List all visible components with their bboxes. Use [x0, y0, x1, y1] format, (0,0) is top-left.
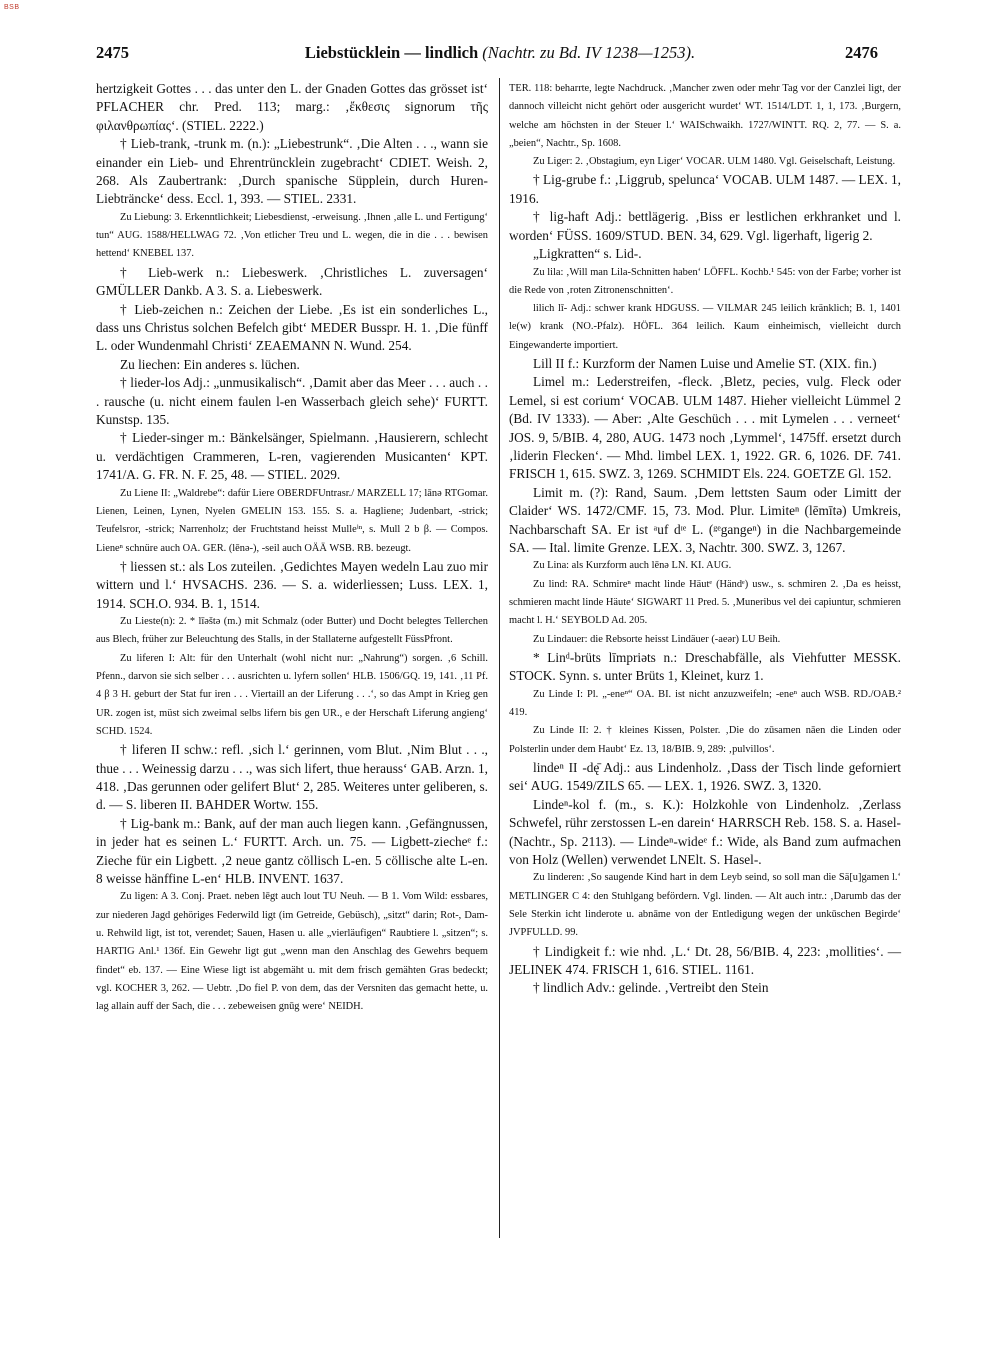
dictionary-entry: † liferen II schw.: refl. ‚sich l.‘ gerinnen, vom Blut. ‚Nim Blut . . ., thue . . . Weinessig darzu . . ., was sich lifert, thue herauss‘ GAB. Arzn. 1, 418. ‚Das gerunnen oder gelifert Blut‘ 2, 285. Weiteres unter geliberen, s. d. — S. liberen II. BAHDER Wortw. 155.	[96, 742, 488, 813]
dictionary-entry: Zu Linde I: Pl. „-eneⁿ“ OA. BI. ist nicht anzuzweifeln; -eneⁿ auch WSB. RD./OAB.² 419.	[509, 688, 901, 719]
dictionary-entry: Zu Liger: 2. ‚Obstagium, eyn Liger‘ VOCAR. ULM 1480. Vgl. Geiselschaft, Leistung.	[533, 156, 896, 168]
dictionary-entry: Zu Liebung: 3. Erkenntlichkeit; Liebesdienst, -erweisung. ‚Ihnen ‚alle L. und Fertigung‘ tun“ AUG. 1588/HELLWAG 72. ‚Von etlicher Treu und L. wegen, die in die . . . bewisen hettend‘ KNEBEL 137.	[96, 211, 488, 260]
running-title-main: Liebstücklein — lindlich	[304, 43, 479, 62]
dictionary-entry: † lieder-los Adj.: „unmusikalisch“. ‚Damit aber das Meer . . . auch . . . rausche (u. nicht einem faulen l-en Wasserbach gleich sehe)‘ FURTT. Kunstsp. 135.	[96, 375, 488, 427]
dictionary-entry: hertzigkeit Gottes . . . das unter den L. der Gnaden Gottes das grösset ist‘ PFLACHER chr. Pred. 113; marg.: ‚ἔκθεσις signorum τῆς φιλανθρωπίας‘. (STIEL. 2222.)	[96, 81, 488, 133]
dictionary-entry: † Lig-grube f.: ‚Liggrub, spelunca‘ VOCAB. ULM 1487. — LEX. 1, 1916.	[509, 172, 901, 206]
dictionary-entry: Zu Lieste(n): 2. * līəštə (m.) mit Schmalz (oder Butter) und Docht belegtes Tellerchen aus Blech, früher zur Beleuchtung des Stalls, in der Stallaterne aufgestellt FüssPfront.	[96, 616, 488, 646]
page-number-left: 2475	[96, 43, 129, 62]
dictionary-entry: Zu ligen: A 3. Conj. Praet. neben lēgt auch lout TU Neuh. — B 1. Vom Wild: essbares, zur niederen Jagd gehöriges Federwild ligt (im Getreide, Gebüsch), „sitzt“ darin; Rot-, Dam- u. Rehwild ligt, ist tot, verendet; Sauen, Hasen u. alle „vierläufigen“ Raubtiere l. „sitzen“; s. HARTIG Anl.¹ 136f. Ein Gewehr ligt gut „wenn man den Anschlag des Gewehrs bequem findet“ eb. 137. — Eine Wiese ligt ist abgemäht u. mit dem frisch gemähten Gras bedeckt; vgl. KOCHER 3, 262. — Uebtr. ‚Do fiel P. von dem, das der Versniten das gemacht hette, u. lag allain auff der Sach, die . . . zebeweisen gnūg were‘ NEIDH.	[96, 891, 488, 1013]
dictionary-entry: lindeⁿ II -dę̄ Adj.: aus Lindenholz. ‚Dass der Tisch linde geforniert sei‘ AUG. 1549/ZILS 65. — LEX. 1, 1926. SWZ. 3, 1320.	[509, 759, 901, 794]
dictionary-entry: † Lieder-singer m.: Bänkelsänger, Spielmann. ‚Hausierern, schlecht u. verdächtigen Crammeren, L-ren, vagierenden Musicanten‘ KPT. 1741/A. G. FR. N. F. 25, 48. — STIEL. 2029.	[96, 430, 488, 483]
column-divider	[499, 78, 500, 1238]
dictionary-entry: Zu linderen: ‚So saugende Kind hart in dem Leyb seind, so soll man die Sä[u]gamen l.‘ METLINGER C 4: den Stuhlgang befördern. Vgl. linden. — Alt auch intr.: ‚Darumb das der Sele Sterkin icht linderote u. abnāme von der Entledigung wegen der unkūschen Begirde‘ JVPFULLD. 99.	[509, 872, 901, 939]
dictionary-entry: Zu Linde II: 2. † kleines Kissen, Polster. ‚Die do zūsamen nāen die Linden oder Polsterlin under dem Haubt‘ Ez. 13, 18/BIB. 9, 289: ‚pulvillos‘.	[509, 725, 901, 755]
dictionary-entry: † Lig-bank m.: Bank, auf der man auch liegen kann. ‚Gefängnussen, in jeder hat es seinen L.‘ FURTT. Arch. un. 75. — Ligbett-ziecheᵉ f.: Zieche für ein Ligbett. ‚2 neue gantz cöllisch L-en. 5 cöllische alte L-en. 8 weisse hänffine L-en‘ HLB. INVENT. 1637.	[96, 815, 488, 886]
dictionary-entry: † lindlich Adv.: gelinde. ‚Vertreibt den Stein	[533, 980, 769, 996]
dictionary-entry: † lig-haft Adj.: bettlägerig. ‚Biss er lestlichen erkhranket und l. worden‘ FÜSS. 1609/STUD. BEN. 34, 629. Vgl. ligerhaft, ligerig 2.	[509, 209, 901, 243]
page-header	[0, 43, 1000, 67]
left-column	[96, 80, 488, 1016]
dictionary-entry: Lill II f.: Kurzform der Namen Luise und Amelie ST. (XIX. fin.)	[533, 356, 877, 371]
dictionary-entry: Lindeⁿ-kol f. (m., s. K.): Holzkohle von Lindenholz. ‚Zerlass Schwefel, rühr zerstossen L-en darein‘ HARRSCH Reb. 158. S. a. Hasel- (Nachtr., Sp. 2113). — Lindeⁿ-wideᵉ f.: Wide, als Band zum aufmachen von Holz (Wellen) verwendet LNElt. S. Hasel-.	[509, 796, 901, 867]
dictionary-entry: Zu Lina: als Kurzform auch lēnə LN. KI. AUG.	[533, 560, 732, 572]
dictionary-entry: TER. 118: beharrte, legte Nachdruck. ‚Mancher zwen oder mehr Tag vor der Canzlei ligt, der dannoch villeicht nicht gehört oder ausgericht wurdet‘ WT. 1514/LDT. 1, 1, 173. ‚Burgern, welche am höchsten in der Steuer l.‘ WAISchwaikh. 1727/WINTT. RQ. 2, 77. — S. a. „beien“, Nachtr., Sp. 1608.	[509, 83, 901, 149]
dictionary-entry: Zu lila: ‚Will man Lila-Schnitten haben‘ LÖFFL. Kochb.¹ 545: von der Farbe; vorher ist die Rede von ‚roten Zitronenschnitten‘.	[509, 266, 901, 296]
dictionary-entry: † liessen st.: als Los zuteilen. ‚Gedichtes Mayen wedeln Lau zuo mir wittern und l.‘ HVSACHS. 236. — S. a. widerliessen; Luss. LEX. 1, 1914. SCH.O. 934. B. 1, 1514.	[96, 558, 488, 611]
dictionary-entry: † Lindigkeit f.: wie nhd. ‚L.‘ Dt. 28, 56/BIB. 4, 223: ‚mollities‘. — JELINEK 474. FRISCH 1, 616. STIEL. 1161.	[509, 943, 901, 977]
dictionary-entry: Zu liferen I: Alt: für den Unterhalt (wohl nicht nur: „Nahrung“) sorgen. ‚6 Schill. Pfenn., darvon sie sich selber . . . ausrichten u. lyfern sollen‘ HLB. 1506/GQ. 19, 141. ‚11 Pf. 4 β 3 H. geburt der Stat fur iren . . . Viertaill an der Liferung . . .‘, so das Ampt in Krieg gen UR. zogen ist, müst sich zweimal selbs lifern bis gen UR., e der Herschaft Liferung angieng‘ SCHD. 1524.	[96, 652, 488, 737]
dictionary-entry: * Linᵈ-brüts līmpriəts n.: Dreschabfälle, als Viehfutter MESSK. STOCK. Synn. s. unter Brüts 1, Kleinet, kurz 1.	[509, 649, 901, 684]
dictionary-entry: lilich lī- Adj.: schwer krank HDGUSS. — VILMAR 245 leilich kränklich; B. 1, 1401 le(w) krank (NO.-Pfalz). HÖFL. 364 leilich. Kaum einheimisch, vielleicht durch Eingewanderte importiert.	[509, 303, 901, 351]
dictionary-entry: Limit m. (?): Rand, Saum. ‚Dem lettsten Saum oder Limitt der Claider‘ WS. 1472/CMF. 15, 73. Mod. Plur. Limiteⁿ (lēmītə) Umkreis, Nachbarschaft SA. Er ist ᵃuf dᶦᵉ L. (ᵍᵉgangeⁿ) in die Nachbargemeinde SA. — Ital. limite Grenze. LEX. 3, Nachtr. 300. SWZ. 3, 1267.	[509, 484, 901, 556]
dictionary-entry: † Lieb-werk n.: Liebeswerk. ‚Christliches L. zuversagen‘ GMÜLLER Dankb. A 3. S. a. Liebeswerk.	[96, 264, 488, 299]
library-stamp: BSB	[4, 4, 20, 11]
dictionary-entry: „Ligkratten“ s. Lid-.	[533, 246, 642, 262]
dictionary-entry: Zu lind: RA. Schmireⁿ macht linde Häutᵉ (Händᵉ) usw., s. schmiren 2. ‚Da es heisst, schmieren macht linde Häute‘ SIGWART 11 Pred. 5. ‚Muneribus vel dei capiuntur, schmieren macht l. H.‘ SEYBOLD Ad. 205.	[509, 578, 901, 627]
right-column	[509, 80, 901, 998]
dictionary-entry: † Lieb-zeichen n.: Zeichen der Liebe. ‚Es ist ein sonderliches L., dass uns Christus solchen Befelch gibt‘ MEDER Busspr. H. 1. ‚Die fünff L. oder Wundenmahl Christi‘ ZEAEMANN N. Wund. 254.	[96, 301, 488, 354]
page-number-right: 2476	[845, 43, 878, 62]
running-title-sub: (Nachtr. zu Bd. IV 1238—1253).	[482, 43, 696, 62]
dictionary-entry: Zu Lindauer: die Rebsorte heisst Lindäuer (-aeər) LU Beih.	[533, 633, 781, 645]
dictionary-entry: † Lieb-trank, -trunk m. (n.): „Liebestrunk“. ‚Die Alten . . ., wann sie einander ein Lieb- und Ehrentrüncklein zugebracht‘ CDIET. Weish. 2, 268. Als Zaubertrank: ‚Durch spanische Süpplein, durch Huren-Liebträncke‘ dess. Eccl. 1, 393. — STIEL. 2331.	[96, 136, 488, 207]
dictionary-entry: Limel m.: Lederstreifen, -fleck. ‚Bletz, pecies, vulg. Fleck oder Lemel, si est corium‘ VOCAB. ULM 1487. Hieher vielleicht Lümmel 2 (Bd. IV 1333). — Aber: ‚Alte Geschüch . . . mit Lymelen . . . verneet‘ JOS. 9, 5/BIB. 4, 280, AUG. 1473 noch ‚Lymmel‘, 1475ff. ersetzt durch ‚liderin Flecken‘. — Mhd. limbel LEX. 1, 1922. GR. 6, 1026. DF. 741. FRISCH 1, 615. SWZ. 3, 1269. SCHMIDT Els. 224. GOETZE Gl. 152.	[509, 374, 901, 482]
dictionary-entry: Zu liechen: Ein anderes s. lüchen.	[120, 356, 300, 372]
dictionary-entry: Zu Liene II: „Waldrebe“: dafür Liere OBERDFUntrasr./ MARZELL 17; lānə RTGomar. Lienen, Leinen, Lynen, Nyelen GMELIN 153. 155. S. a. Hagliene; Judenbart, -strick; Teufelsror, -strick; Narrenholz; der Fruchtstand heisst Mulleⁱⁿ, s. Mull 2 b β. — Compos. Lieneⁿ schnüre auch OA. GER. (lēnə-), -seil auch OÄÄ WSB. RB. bezeugt.	[96, 487, 488, 554]
